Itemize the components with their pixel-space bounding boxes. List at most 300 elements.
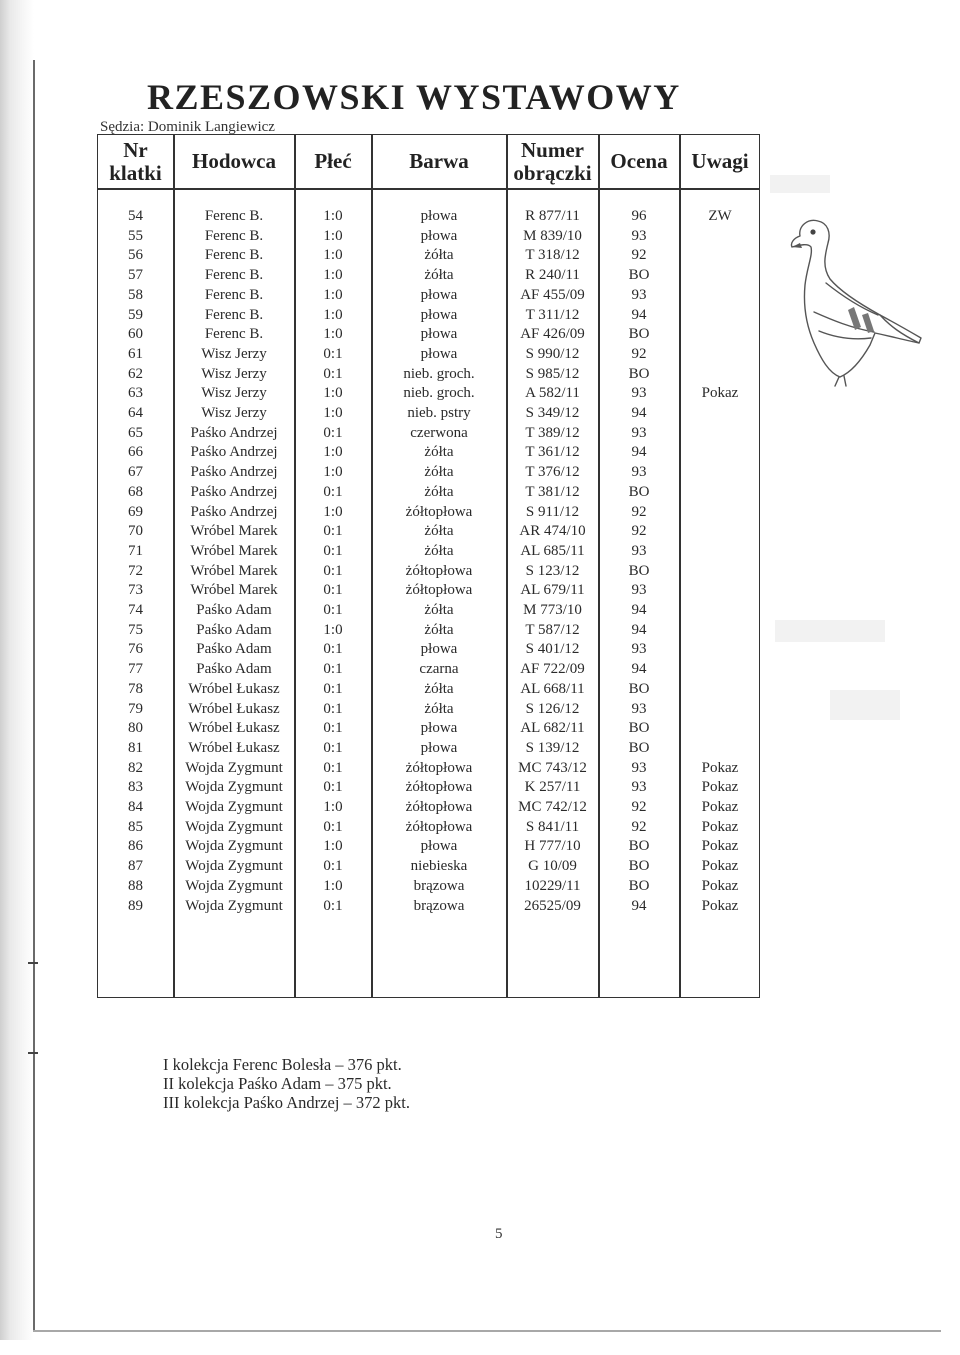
cell-nr: 84 — [128, 799, 143, 815]
cell-numer: T 389/12 — [525, 424, 580, 441]
table-row — [98, 897, 761, 916]
cell-barwa: żółta — [424, 680, 454, 697]
cell-numer: H 777/10 — [524, 838, 581, 855]
cell-hodowca: Wojda Zygmunt — [185, 897, 283, 914]
table-row — [98, 463, 761, 482]
cell-numer: S 841/11 — [525, 818, 580, 835]
cell-numer: S 349/12 — [525, 405, 580, 421]
summary-line-3: III kolekcja Paśko Andrzej – 372 pkt. — [163, 1093, 410, 1112]
cell-nr: 88 — [128, 877, 143, 894]
cell-plec: 1:0 — [323, 385, 343, 402]
cell-nr: 62 — [128, 365, 143, 382]
table-row — [98, 227, 761, 246]
cell-plec: 1:0 — [323, 464, 343, 481]
cell-barwa: płowa — [420, 345, 458, 362]
cell-uwagi — [680, 424, 760, 443]
cell-barwa: niebieska — [410, 858, 468, 875]
cell-barwa: płowa — [420, 286, 458, 303]
cell-nr: 80 — [128, 720, 143, 737]
cell-numer: R 877/11 — [525, 208, 580, 224]
cell-plec: 0:1 — [323, 897, 343, 914]
cell-nr: 72 — [128, 562, 143, 579]
cell-nr: 63 — [128, 385, 143, 402]
cell-numer: G 10/09 — [528, 858, 577, 875]
cell-barwa: żółta — [424, 621, 454, 638]
cell-nr: 66 — [128, 444, 143, 461]
table-row — [98, 345, 761, 364]
cell-uwagi — [680, 542, 760, 561]
cell-barwa: płowa — [420, 739, 458, 756]
cell-plec: 1:0 — [323, 247, 343, 264]
cell-plec: 1:0 — [323, 799, 343, 815]
cell-plec: 1:0 — [323, 227, 343, 244]
cell-hodowca: Paśko Andrzej — [190, 424, 278, 441]
cell-plec: 0:1 — [323, 424, 343, 441]
cell-uwagi — [680, 266, 760, 285]
cell-numer: AF 426/09 — [520, 326, 585, 343]
cell-hodowca: Wisz Jerzy — [201, 365, 267, 382]
cell-barwa: żółtopłowa — [405, 759, 473, 776]
cell-nr: 70 — [128, 523, 143, 540]
cell-nr: 74 — [128, 602, 143, 618]
table-row — [98, 719, 761, 738]
cell-numer: T 318/12 — [525, 247, 580, 264]
cell-plec: 0:1 — [323, 720, 343, 737]
cell-hodowca: Paśko Andrzej — [190, 503, 278, 520]
cell-uwagi — [680, 365, 760, 384]
cell-nr: 65 — [128, 424, 143, 441]
cell-ocena: 94 — [631, 621, 647, 638]
cell-hodowca: Wróbel Marek — [190, 523, 278, 540]
cell-barwa: żółtopłowa — [405, 799, 473, 815]
cell-ocena: 93 — [631, 286, 647, 303]
cell-ocena: 92 — [631, 247, 647, 264]
cell-plec: 1:0 — [323, 326, 343, 343]
header-ocena: Ocena — [610, 149, 668, 173]
cell-ocena: 93 — [631, 759, 647, 776]
cell-plec: 1:0 — [323, 503, 343, 520]
cell-plec: 0:1 — [323, 602, 343, 618]
cell-ocena: 93 — [631, 424, 647, 441]
cell-hodowca: Paśko Adam — [196, 621, 272, 638]
cell-hodowca: Paśko Adam — [196, 602, 272, 618]
cell-plec: 0:1 — [323, 562, 343, 579]
results-table — [97, 134, 760, 998]
cell-barwa: płowa — [420, 326, 458, 343]
cell-uwagi — [680, 345, 760, 364]
cell-ocena: 93 — [631, 385, 647, 402]
cell-nr: 77 — [128, 661, 143, 678]
cell-barwa: żółta — [424, 523, 454, 540]
table-row — [98, 483, 761, 502]
cell-nr: 75 — [128, 621, 143, 638]
cell-hodowca: Paśko Adam — [196, 641, 272, 658]
cell-nr: 58 — [128, 286, 143, 303]
cell-ocena: BO — [628, 877, 650, 894]
cell-ocena: 93 — [631, 464, 647, 481]
cell-numer: AF 455/09 — [520, 286, 585, 303]
table-row — [98, 365, 761, 384]
cell-numer: 10229/11 — [524, 877, 581, 894]
cell-hodowca: Wróbel Marek — [190, 582, 278, 599]
page-title: RZESZOWSKI WYSTAWOWY — [147, 77, 681, 117]
cell-nr: 57 — [128, 267, 143, 284]
cell-uwagi — [680, 621, 760, 640]
cell-nr: 79 — [128, 700, 143, 717]
cell-nr: 87 — [128, 858, 143, 875]
cell-hodowca: Wróbel Łukasz — [188, 700, 280, 717]
margin-tick — [28, 962, 38, 964]
cell-nr: 78 — [128, 680, 143, 697]
cell-nr: 89 — [128, 897, 143, 914]
cell-plec: 0:1 — [323, 700, 343, 717]
cell-numer: T 311/12 — [525, 306, 580, 323]
cell-plec: 0:1 — [323, 641, 343, 658]
table-row — [98, 601, 761, 620]
cell-nr: 73 — [128, 582, 143, 599]
cell-barwa: czerwona — [410, 424, 468, 441]
table-row — [98, 266, 761, 285]
collection-summary — [163, 1055, 410, 1112]
cell-plec: 0:1 — [323, 523, 343, 540]
cell-uwagi: Pokaz — [701, 779, 739, 796]
cell-plec: 1:0 — [323, 208, 343, 224]
cell-uwagi — [680, 640, 760, 659]
table-row — [98, 759, 761, 778]
cell-hodowca: Paśko Andrzej — [190, 444, 278, 461]
cell-hodowca: Wojda Zygmunt — [185, 779, 283, 796]
cell-nr: 83 — [128, 779, 143, 796]
cell-hodowca: Wojda Zygmunt — [185, 838, 283, 855]
cell-uwagi — [680, 227, 760, 246]
table-row — [98, 306, 761, 325]
cell-uwagi — [680, 680, 760, 699]
cell-hodowca: Wojda Zygmunt — [185, 877, 283, 894]
table-row — [98, 739, 761, 758]
cell-hodowca: Wróbel Łukasz — [188, 739, 280, 756]
cell-uwagi: ZW — [708, 208, 732, 224]
cell-barwa: nieb. groch. — [403, 365, 475, 382]
header-divider — [98, 188, 759, 190]
table-row — [98, 562, 761, 581]
cell-barwa: żółtopłowa — [405, 779, 473, 796]
cell-numer: AR 474/10 — [519, 523, 586, 540]
cell-uwagi — [680, 443, 760, 462]
cell-barwa: żółtopłowa — [405, 818, 473, 835]
cell-numer: AF 722/09 — [520, 661, 585, 678]
cell-numer: K 257/11 — [524, 779, 581, 796]
cell-plec: 1:0 — [323, 877, 343, 894]
cell-uwagi: Pokaz — [701, 858, 739, 875]
cell-numer: MC 743/12 — [518, 759, 587, 776]
cell-plec: 0:1 — [323, 818, 343, 835]
cell-barwa: żółtopłowa — [405, 503, 473, 520]
cell-numer: T 376/12 — [525, 464, 580, 481]
cell-hodowca: Wróbel Łukasz — [188, 720, 280, 737]
cell-ocena: BO — [628, 739, 650, 756]
cell-numer: S 123/12 — [525, 562, 580, 579]
cell-barwa: brązowa — [413, 877, 465, 894]
cell-barwa: płowa — [420, 641, 458, 658]
cell-barwa: żółta — [424, 602, 454, 618]
cell-hodowca: Ferenc B. — [204, 267, 264, 284]
table-row — [98, 778, 761, 797]
cell-uwagi — [680, 463, 760, 482]
cell-numer: S 126/12 — [525, 700, 580, 717]
cell-barwa: żółta — [424, 267, 454, 284]
cell-plec: 1:0 — [323, 267, 343, 284]
cell-numer: M 839/10 — [523, 227, 582, 244]
judge-line: Sędzia: Dominik Langiewicz — [100, 119, 275, 135]
cell-ocena: BO — [628, 483, 650, 500]
cell-plec: 1:0 — [323, 306, 343, 323]
cell-ocena: 94 — [631, 661, 647, 678]
cell-uwagi — [680, 739, 760, 758]
bleed-through-mark — [830, 690, 900, 720]
cell-uwagi — [680, 700, 760, 719]
table-row — [98, 325, 761, 344]
cell-ocena: 92 — [631, 523, 647, 540]
cell-barwa: żółta — [424, 464, 454, 481]
cell-barwa: żółta — [424, 700, 454, 717]
cell-nr: 69 — [128, 503, 143, 520]
cell-barwa: płowa — [420, 306, 458, 323]
cell-ocena: BO — [628, 365, 650, 382]
cell-ocena: BO — [628, 562, 650, 579]
cell-numer: AL 679/11 — [520, 582, 585, 599]
cell-numer: T 361/12 — [525, 444, 580, 461]
table-row — [98, 207, 761, 226]
cell-numer: S 139/12 — [525, 739, 580, 756]
cell-nr: 76 — [128, 641, 143, 658]
cell-ocena: 93 — [631, 582, 647, 599]
cell-hodowca: Ferenc B. — [204, 286, 264, 303]
cell-ocena: 93 — [631, 700, 647, 717]
cell-uwagi — [680, 660, 760, 679]
cell-nr: 82 — [128, 759, 143, 776]
cell-ocena: 94 — [631, 444, 647, 461]
cell-hodowca: Wojda Zygmunt — [185, 858, 283, 875]
header-nr: Nr klatki — [109, 137, 162, 185]
cell-plec: 0:1 — [323, 680, 343, 697]
cell-numer: S 985/12 — [525, 365, 580, 382]
cell-uwagi — [680, 286, 760, 305]
header-barwa: Barwa — [409, 149, 469, 173]
cell-uwagi — [680, 719, 760, 738]
table-row — [98, 424, 761, 443]
page-binding-edge — [0, 0, 34, 1340]
cell-barwa: żółta — [424, 444, 454, 461]
cell-ocena: 96 — [631, 208, 647, 224]
cell-barwa: nieb. pstry — [407, 405, 471, 421]
header-plec: Płeć — [314, 149, 352, 173]
cell-barwa: nieb. groch. — [403, 385, 475, 402]
cell-numer: R 240/11 — [525, 267, 580, 284]
table-row — [98, 443, 761, 462]
table-row — [98, 246, 761, 265]
table-row — [98, 621, 761, 640]
cell-ocena: BO — [628, 326, 650, 343]
cell-nr: 68 — [128, 483, 143, 500]
cell-ocena: 92 — [631, 345, 647, 362]
cell-uwagi — [680, 325, 760, 344]
cell-barwa: płowa — [420, 227, 458, 244]
cell-plec: 1:0 — [323, 286, 343, 303]
margin-tick — [28, 1052, 38, 1054]
table-row — [98, 384, 761, 403]
cell-barwa: żółta — [424, 542, 454, 559]
cell-nr: 64 — [128, 405, 143, 421]
cell-uwagi: Pokaz — [701, 838, 739, 855]
cell-ocena: 94 — [631, 602, 647, 618]
cell-ocena: BO — [628, 720, 650, 737]
cell-numer: AL 668/11 — [520, 680, 585, 697]
cell-uwagi — [680, 483, 760, 502]
cell-uwagi — [680, 522, 760, 541]
summary-line-1: I kolekcja Ferenc Bolesła – 376 pkt. — [163, 1055, 402, 1074]
header-numer: Numer obrączki — [513, 137, 592, 185]
cell-uwagi — [680, 503, 760, 522]
cell-nr: 67 — [128, 464, 143, 481]
cell-hodowca: Wróbel Marek — [190, 562, 278, 579]
cell-ocena: 94 — [631, 897, 647, 914]
table-row — [98, 877, 761, 896]
cell-numer: M 773/10 — [523, 602, 582, 618]
cell-nr: 55 — [128, 227, 143, 244]
cell-numer: S 911/12 — [525, 503, 580, 520]
cell-ocena: BO — [628, 858, 650, 875]
page-number: 5 — [495, 1226, 503, 1242]
header-hodowca: Hodowca — [192, 149, 276, 173]
table-row — [98, 581, 761, 600]
cell-ocena: 93 — [631, 779, 647, 796]
table-row — [98, 837, 761, 856]
cell-nr: 56 — [128, 247, 143, 264]
cell-barwa: płowa — [420, 838, 458, 855]
cell-plec: 0:1 — [323, 779, 343, 796]
cell-hodowca: Paśko Adam — [196, 661, 272, 678]
cell-plec: 0:1 — [323, 661, 343, 678]
cell-uwagi: Pokaz — [701, 877, 739, 894]
cell-uwagi: Pokaz — [701, 759, 739, 776]
cell-barwa: żółtopłowa — [405, 562, 473, 579]
cell-ocena: 92 — [631, 818, 647, 835]
cell-hodowca: Ferenc B. — [204, 208, 264, 224]
cell-ocena: 94 — [631, 405, 647, 421]
cell-ocena: BO — [628, 680, 650, 697]
cell-nr: 61 — [128, 345, 143, 362]
table-row — [98, 542, 761, 561]
cell-plec: 1:0 — [323, 444, 343, 461]
cell-plec: 0:1 — [323, 582, 343, 599]
cell-hodowca: Ferenc B. — [204, 326, 264, 343]
cell-hodowca: Wisz Jerzy — [201, 345, 267, 362]
bleed-through-mark — [775, 620, 885, 642]
cell-ocena: BO — [628, 267, 650, 284]
cell-numer: AL 682/11 — [520, 720, 585, 737]
table-row — [98, 818, 761, 837]
cell-uwagi — [680, 404, 760, 423]
table-row — [98, 700, 761, 719]
table-row — [98, 640, 761, 659]
cell-barwa: płowa — [420, 208, 458, 224]
cell-plec: 0:1 — [323, 345, 343, 362]
cell-numer: AL 685/11 — [520, 542, 585, 559]
summary-line-2: II kolekcja Paśko Adam – 375 pkt. — [163, 1074, 392, 1093]
cell-plec: 0:1 — [323, 858, 343, 875]
cell-numer: S 990/12 — [525, 345, 580, 362]
cell-numer: A 582/11 — [525, 385, 580, 402]
cell-plec: 0:1 — [323, 542, 343, 559]
cell-hodowca: Wróbel Łukasz — [188, 680, 280, 697]
cell-uwagi: Pokaz — [701, 799, 739, 815]
cell-plec: 0:1 — [323, 759, 343, 776]
cell-nr: 60 — [128, 326, 143, 343]
cell-uwagi — [680, 246, 760, 265]
cell-nr: 59 — [128, 306, 143, 323]
cell-nr: 71 — [128, 542, 143, 559]
cell-hodowca: Wisz Jerzy — [201, 385, 267, 402]
cell-ocena: 92 — [631, 799, 647, 815]
pigeon-icon — [778, 212, 938, 392]
cell-hodowca: Ferenc B. — [204, 247, 264, 264]
cell-nr: 85 — [128, 818, 143, 835]
cell-plec: 0:1 — [323, 365, 343, 382]
table-row — [98, 503, 761, 522]
cell-uwagi: Pokaz — [701, 385, 739, 402]
cell-ocena: 92 — [631, 503, 647, 520]
bleed-through-mark — [770, 175, 830, 193]
cell-hodowca: Wisz Jerzy — [201, 405, 267, 421]
cell-barwa: żółta — [424, 247, 454, 264]
cell-numer: S 401/12 — [525, 641, 580, 658]
cell-ocena: BO — [628, 838, 650, 855]
cell-hodowca: Ferenc B. — [204, 306, 264, 323]
cell-uwagi: Pokaz — [701, 897, 739, 914]
table-row — [98, 798, 761, 817]
cell-uwagi — [680, 562, 760, 581]
table-row — [98, 404, 761, 423]
left-margin-rule — [33, 60, 35, 1330]
table-row — [98, 522, 761, 541]
table-row — [98, 857, 761, 876]
cell-numer: MC 742/12 — [518, 799, 587, 815]
cell-barwa: brązowa — [413, 897, 465, 914]
cell-barwa: żółta — [424, 483, 454, 500]
table-row — [98, 680, 761, 699]
cell-hodowca: Ferenc B. — [204, 227, 264, 244]
cell-hodowca: Paśko Andrzej — [190, 483, 278, 500]
cell-plec: 1:0 — [323, 838, 343, 855]
cell-hodowca: Wróbel Marek — [190, 542, 278, 559]
cell-hodowca: Wojda Zygmunt — [185, 759, 283, 776]
cell-uwagi — [680, 581, 760, 600]
table-row — [98, 660, 761, 679]
header-uwagi: Uwagi — [691, 149, 749, 173]
cell-barwa: żółtopłowa — [405, 582, 473, 599]
cell-ocena: 94 — [631, 306, 647, 323]
cell-uwagi — [680, 601, 760, 620]
cell-nr: 81 — [128, 739, 143, 756]
table-row — [98, 286, 761, 305]
cell-ocena: 93 — [631, 542, 647, 559]
cell-hodowca: Paśko Andrzej — [190, 464, 278, 481]
cell-barwa: płowa — [420, 720, 458, 737]
cell-plec: 0:1 — [323, 483, 343, 500]
cell-uwagi: Pokaz — [701, 818, 739, 835]
cell-nr: 86 — [128, 838, 143, 855]
cell-plec: 1:0 — [323, 621, 343, 638]
